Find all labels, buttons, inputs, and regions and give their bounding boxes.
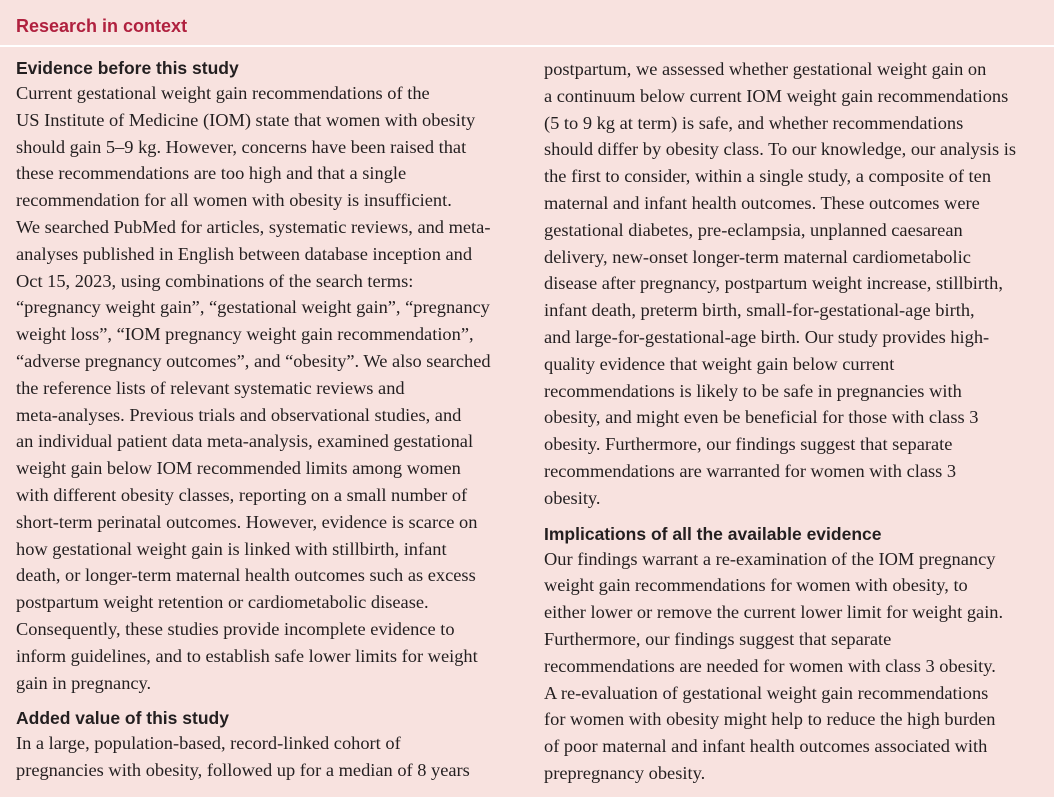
body-line: postpartum weight retention or cardiometabolic disease. <box>16 592 429 613</box>
body-line: either lower or remove the current lower limit for weight gain. <box>544 602 1004 623</box>
body-line: “adverse pregnancy outcomes”, and “obesity”. We also searched <box>16 350 491 371</box>
body-line: inform guidelines, and to establish safe lower limits for weight <box>16 645 478 666</box>
added-value-continued <box>544 56 1044 512</box>
body-line: how gestational weight gain is linked with stillbirth, infant <box>16 538 447 559</box>
body-line: In a large, population-based, record-linked cohort of <box>16 733 401 754</box>
body-line: weight loss”, “IOM pregnancy weight gain recommendation”, <box>16 324 474 345</box>
body-line: should differ by obesity class. To our knowledge, our analysis is <box>544 139 1017 160</box>
evidence-before-section <box>16 56 516 696</box>
body-line: Our findings warrant a re-examination of the IOM pregnancy <box>544 548 996 569</box>
body-line: We searched PubMed for articles, systematic reviews, and meta- <box>16 216 491 237</box>
evidence-before-body <box>16 80 516 696</box>
body-line: recommendations is likely to be safe in pregnancies with <box>544 380 962 401</box>
body-line: death, or longer-term maternal health outcomes such as excess <box>16 565 476 586</box>
body-line: prepregnancy obesity. <box>544 762 706 783</box>
implications-section <box>544 522 1044 787</box>
body-line: Current gestational weight gain recommendations of the <box>16 83 430 103</box>
body-line: the first to consider, within a single study, a composite of ten <box>544 166 992 187</box>
body-line: Consequently, these studies provide incomplete evidence to <box>16 618 455 639</box>
body-line: a continuum below current IOM weight gain recommendations <box>544 85 1009 106</box>
body-line: meta-analyses. Previous trials and observational studies, and <box>16 404 462 425</box>
right-column <box>544 56 1044 797</box>
body-line: maternal and infant health outcomes. These outcomes were <box>544 192 980 213</box>
added-value-heading: Added value of this study <box>16 708 229 729</box>
implications-body <box>544 546 1044 787</box>
body-line: of poor maternal and infant health outcomes associated with <box>544 736 988 757</box>
added-value-section <box>16 706 516 784</box>
body-line: quality evidence that weight gain below current <box>544 353 895 374</box>
body-line: postpartum, we assessed whether gestational weight gain on <box>544 59 987 79</box>
body-line: obesity, and might even be beneficial for those with class 3 <box>544 407 979 428</box>
body-line: gain in pregnancy. <box>16 672 152 693</box>
body-line: and large-for-gestational-age birth. Our study provides high- <box>544 326 990 347</box>
body-line: the reference lists of relevant systematic reviews and <box>16 377 405 398</box>
body-line: with different obesity classes, reporting on a small number of <box>16 484 468 505</box>
body-line: weight gain below IOM recommended limits among women <box>16 458 461 479</box>
implications-heading: Implications of all the available evidence <box>544 523 882 544</box>
body-line: obesity. Furthermore, our findings suggest that separate <box>544 434 953 455</box>
body-line: “pregnancy weight gain”, “gestational weight gain”, “pregnancy <box>16 297 490 318</box>
body-line: short-term perinatal outcomes. However, evidence is scarce on <box>16 511 478 532</box>
added-value-body <box>16 730 516 784</box>
body-line: an individual patient data meta-analysis, examined gestational <box>16 431 474 452</box>
body-line: recommendations are warranted for women with class 3 <box>544 460 957 481</box>
body-line: weight gain recommendations for women with obesity, to <box>544 575 968 596</box>
body-line: Oct 15, 2023, using combinations of the search terms: <box>16 270 414 291</box>
body-line: US Institute of Medicine (IOM) state that women with obesity <box>16 109 476 130</box>
body-line: these recommendations are too high and that a single <box>16 163 407 184</box>
body-line: Furthermore, our findings suggest that separate <box>544 628 892 649</box>
body-line: pregnancies with obesity, followed up for a median of 8 years <box>16 760 470 781</box>
evidence-before-heading: Evidence before this study <box>16 58 239 78</box>
body-line: (5 to 9 kg at term) is safe, and whether recommendations <box>544 112 964 133</box>
title-divider <box>0 45 1054 47</box>
body-line: gestational diabetes, pre-eclampsia, unplanned caesarean <box>544 219 963 240</box>
body-line: analyses published in English between database inception and <box>16 243 473 264</box>
body-line: disease after pregnancy, postpartum weight increase, stillbirth, <box>544 273 1003 294</box>
body-line: should gain 5–9 kg. However, concerns have been raised that <box>16 136 467 157</box>
body-line: delivery, new-onset longer-term maternal cardiometabolic <box>544 246 971 267</box>
body-line: infant death, preterm birth, small-for-gestational-age birth, <box>544 300 975 321</box>
body-line: recommendation for all women with obesity is insufficient. <box>16 190 452 211</box>
panel-title: Research in context <box>16 16 188 36</box>
body-line: obesity. <box>544 487 601 508</box>
body-line: recommendations are needed for women with class 3 obesity. <box>544 655 996 676</box>
left-column <box>16 56 516 794</box>
body-line: A re-evaluation of gestational weight gain recommendations <box>544 682 989 703</box>
body-line: for women with obesity might help to reduce the high burden <box>544 709 996 730</box>
